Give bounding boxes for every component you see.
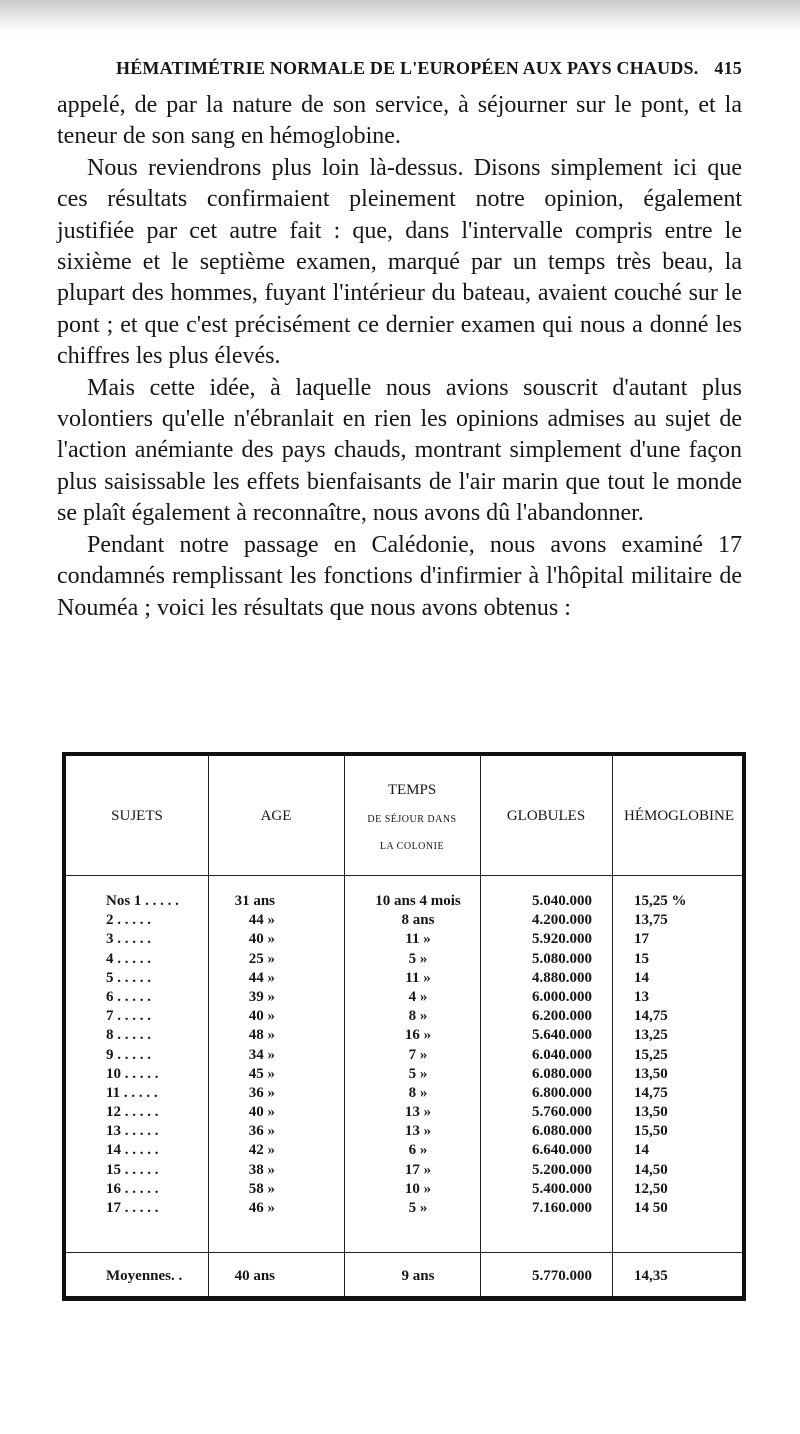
- table-row: [66, 1122, 742, 1141]
- table-row: [66, 1007, 742, 1026]
- cell-sejour: 8 »: [408, 1084, 428, 1101]
- cell-subject: 10 . . . . .: [106, 1065, 159, 1082]
- cell-age: 39 »: [248, 988, 275, 1005]
- cell-sejour: 5 »: [408, 950, 428, 967]
- cell-sejour: 10 ans 4 mois: [375, 893, 461, 909]
- cell-age: 36 »: [248, 1084, 275, 1101]
- cell-hemoglobine: 14 50: [634, 1200, 668, 1216]
- header-title: HÉMATIMÉTRIE NORMALE DE L'EUROPÉEN AUX PAYS CHAUDS.: [116, 58, 699, 78]
- cell-sejour: 13 »: [404, 1123, 432, 1140]
- cell-subject: 7 . . . . .: [106, 1008, 151, 1025]
- averages-rule: [66, 1252, 742, 1253]
- cell-age: 36 »: [248, 1123, 275, 1140]
- page-number: 415: [714, 58, 742, 78]
- table-row: [66, 911, 742, 930]
- cell-hemoglobine: 13,50: [634, 1104, 668, 1121]
- cell-subject: 14 . . . . .: [106, 1142, 159, 1159]
- header-age: AGE: [260, 808, 292, 824]
- header-colonie: LA COLONIE: [379, 841, 445, 852]
- cell-subject: 2 . . . . .: [106, 912, 151, 929]
- cell-globules: 7.160.000: [532, 1200, 592, 1216]
- cell-age: 38 »: [248, 1161, 275, 1178]
- cell-sejour: 16 »: [404, 1027, 432, 1044]
- cell-age: 31 ans: [234, 893, 275, 909]
- averages-hemoglobine: 14,35: [634, 1268, 668, 1284]
- header-rule: [66, 875, 742, 876]
- cell-globules: 5.200.000: [532, 1161, 592, 1178]
- cell-sejour: 8 ans: [401, 912, 435, 929]
- cell-subject: 4 . . . . .: [106, 950, 151, 967]
- cell-sejour: 10 »: [404, 1180, 432, 1197]
- cell-sejour: 11 »: [405, 931, 431, 948]
- cell-age: 34 »: [248, 1046, 275, 1063]
- cell-hemoglobine: 14,50: [634, 1161, 668, 1178]
- cell-sejour: 4 »: [408, 988, 428, 1005]
- header-subjects: SUJETS: [111, 808, 163, 824]
- cell-subject: 17 . . . . .: [106, 1200, 159, 1216]
- cell-hemoglobine: 13,75: [634, 912, 668, 929]
- cell-hemoglobine: 13,50: [634, 1065, 668, 1082]
- cell-sejour: 11 »: [405, 969, 431, 986]
- cell-globules: 5.080.000: [532, 950, 592, 967]
- cell-age: 40 »: [248, 1008, 275, 1025]
- cell-sejour: 13 »: [404, 1104, 432, 1121]
- cell-subject: 13 . . . . .: [106, 1123, 159, 1140]
- cell-globules: 6.800.000: [532, 1084, 592, 1101]
- paragraph-2: Nous reviendrons plus loin là-dessus. Disons simplement ici que ces résultats confirmaient pleinement notre opinion, également justifiée par cet autre fait : que, dans l'intervalle compris entre le sixième et le septième examen, marqué par un temps très beau, la plupart des hommes, fuyant l'intérieur du bateau, avaient couché sur le pont ; et que c'est précisément ce dernier examen qui nous a donné les chiffres les plus élevés.: [57, 154, 742, 370]
- body-text: [57, 90, 742, 624]
- cell-hemoglobine: 14,75: [634, 1008, 668, 1025]
- header-globules: GLOBULES: [506, 808, 586, 824]
- cell-hemoglobine: 15,25: [634, 1046, 668, 1063]
- cell-globules: 5.760.000: [532, 1104, 592, 1121]
- cell-sejour: 5 »: [408, 1065, 428, 1082]
- cell-globules: 6.080.000: [532, 1065, 592, 1082]
- averages-label: Moyennes. .: [106, 1268, 183, 1284]
- cell-hemoglobine: 14,75: [634, 1084, 668, 1101]
- header-sejour: DE SÉJOUR DANS: [367, 814, 457, 825]
- results-table: [62, 752, 746, 1301]
- cell-hemoglobine: 17: [634, 931, 649, 948]
- cell-subject: 15 . . . . .: [106, 1161, 159, 1178]
- cell-subject: 5 . . . . .: [106, 969, 151, 986]
- averages-sejour: 9 ans: [401, 1268, 435, 1284]
- cell-hemoglobine: 13,25: [634, 1027, 668, 1044]
- cell-subject: 8 . . . . .: [106, 1027, 151, 1044]
- cell-age: 25 »: [248, 950, 275, 967]
- cell-subject: 12 . . . . .: [106, 1104, 159, 1121]
- cell-age: 42 »: [248, 1142, 275, 1159]
- table-row: [66, 930, 742, 949]
- cell-subject: 16 . . . . .: [106, 1180, 159, 1197]
- cell-age: 45 »: [248, 1065, 275, 1082]
- table-row: [66, 1199, 742, 1218]
- cell-globules: 6.080.000: [532, 1123, 592, 1140]
- header-hemoglobine: HÉMOGLOBINE: [624, 808, 734, 824]
- table-body: [66, 892, 742, 1218]
- cell-age: 44 »: [248, 912, 275, 929]
- paragraph-4: Pendant notre passage en Calédonie, nous avons examiné 17 condamnés remplissant les fonctions d'infirmier à l'hôpital militaire de Nouméa ; voici les résultats que nous avons obtenus :: [57, 531, 742, 621]
- cell-globules: 5.400.000: [532, 1180, 592, 1197]
- cell-sejour: 8 »: [408, 1008, 428, 1025]
- cell-hemoglobine: 14: [634, 1142, 649, 1159]
- paragraph-1: appelé, de par la nature de son service, à séjourner sur le pont, et la teneur de son sang en hémoglobine.: [57, 92, 742, 150]
- paragraph-3: Mais cette idée, à laquelle nous avions souscrit d'autant plus volontiers qu'elle n'ébranlait en rien les opinions admises au sujet de l'action anémiante des pays chauds, montrant simplement d'une façon plus saisissable les effets bienfaisants de l'air marin que tout le monde se plaît également à reconnaître, nous avons dû l'abandonner.: [57, 374, 742, 527]
- cell-globules: 6.200.000: [532, 1008, 592, 1025]
- running-header: [116, 58, 742, 88]
- cell-age: 48 »: [248, 1027, 275, 1044]
- table-row: [66, 988, 742, 1007]
- table-row: [66, 1141, 742, 1160]
- cell-globules: 5.640.000: [532, 1027, 592, 1044]
- table-row: [66, 1180, 742, 1199]
- cell-sejour: 6 »: [408, 1142, 428, 1159]
- cell-subject: Nos 1 . . . . .: [106, 893, 179, 909]
- averages-row: [66, 1266, 742, 1286]
- cell-hemoglobine: 13: [634, 988, 649, 1005]
- cell-age: 46 »: [248, 1200, 275, 1216]
- cell-age: 40 »: [248, 1104, 275, 1121]
- scan-edge: [0, 0, 800, 34]
- cell-hemoglobine: 14: [634, 969, 649, 986]
- header-temps: TEMPS: [387, 782, 437, 798]
- cell-age: 40 »: [248, 931, 275, 948]
- table-row: [66, 1065, 742, 1084]
- cell-hemoglobine: 15: [634, 950, 649, 967]
- table-row: [66, 969, 742, 988]
- averages-globules: 5.770.000: [532, 1268, 592, 1284]
- table-row: [66, 1103, 742, 1122]
- cell-hemoglobine: 12,50: [634, 1180, 668, 1197]
- table-row: [66, 950, 742, 969]
- cell-subject: 11 . . . . .: [106, 1084, 158, 1101]
- cell-subject: 6 . . . . .: [106, 988, 151, 1005]
- cell-globules: 4.200.000: [532, 912, 592, 929]
- table-row: [66, 1026, 742, 1045]
- cell-subject: 3 . . . . .: [106, 931, 151, 948]
- cell-hemoglobine: 15,25 %: [634, 893, 687, 909]
- averages-age: 40 ans: [234, 1268, 275, 1284]
- table-row: [66, 1046, 742, 1065]
- cell-globules: 6.640.000: [532, 1142, 592, 1159]
- cell-globules: 5.040.000: [532, 893, 592, 909]
- cell-globules: 6.040.000: [532, 1046, 592, 1063]
- table-row: [66, 1161, 742, 1180]
- cell-sejour: 7 »: [408, 1046, 428, 1063]
- cell-sejour: 17 »: [404, 1161, 432, 1178]
- cell-age: 58 »: [248, 1180, 275, 1197]
- cell-sejour: 5 »: [408, 1200, 428, 1216]
- cell-age: 44 »: [248, 969, 275, 986]
- table-row: [66, 1084, 742, 1103]
- cell-globules: 6.000.000: [532, 988, 592, 1005]
- cell-globules: 4.880.000: [532, 969, 592, 986]
- cell-hemoglobine: 15,50: [634, 1123, 668, 1140]
- cell-globules: 5.920.000: [532, 931, 592, 948]
- table-row: [66, 892, 742, 911]
- cell-subject: 9 . . . . .: [106, 1046, 151, 1063]
